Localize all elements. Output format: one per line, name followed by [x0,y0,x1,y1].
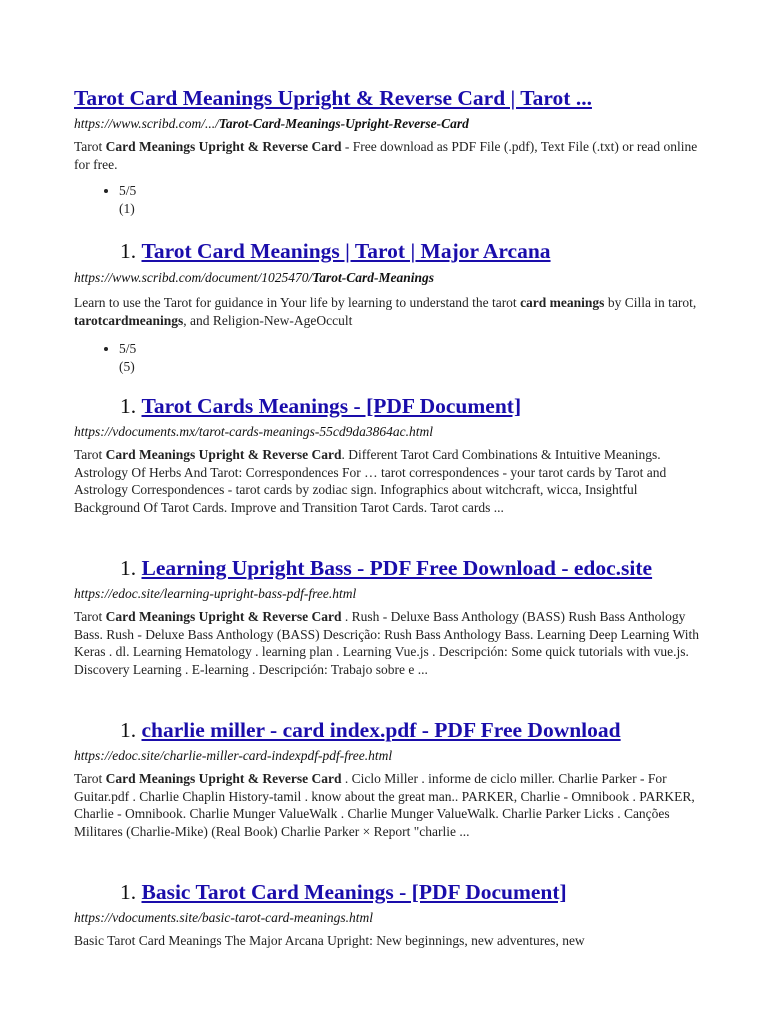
result-snippet [74,770,704,840]
snippet-text: Tarot [74,771,106,786]
result-url [74,909,704,927]
snippet-bold-text: Card Meanings Upright & Reverse Card [105,609,342,624]
snippet-bold-text: Card Meanings Upright & Reverse Card [105,447,342,462]
result-url [74,269,704,287]
result-url-bold: Tarot-Card-Meanings-Upright-Reverse-Card [218,116,469,131]
result-snippet [74,446,704,516]
result-snippet [74,932,704,950]
result-title-link[interactable]: charlie miller - card index.pdf - PDF Free Download [141,718,621,742]
rating-value: 5/5 [119,341,137,356]
snippet-text: . Ciclo Miller . informe de ciclo miller. Charlie Parker - For Guitar.pdf . Charlie Chaplin History-tamil . know about the great man.. PARKER, Charlie - Omnibook . PARKER, Charlie - Omnibook. Charlie Munger ValueWalk . Charlie Munger ValueWalk. Charlie Parker Licks . Canções Militares (Charlie-Mike) (Real Book) Charlie Parker × Report "charlie ... [74,771,695,839]
snippet-text: Tarot [74,609,106,624]
rating-count: (5) [119,358,135,374]
result-title-line [74,717,704,743]
snippet-text: Tarot [74,139,106,154]
result-url-plain: https://www.scribd.com/.../ [74,116,219,131]
snippet-bold-text: Card Meanings Upright & Reverse Card [105,139,342,154]
result-url-plain: https://edoc.site/learning-upright-bass-pdf-free.html [74,586,357,601]
snippet-text: by Cilla in tarot, [604,295,697,310]
result-title-line [74,879,704,905]
result-url [74,585,704,603]
result-title-line [74,393,704,419]
snippet-bold-text: Card Meanings Upright & Reverse Card [105,771,342,786]
snippet-text: Tarot [74,447,106,462]
search-result [74,393,704,516]
snippet-text: . Rush - Deluxe Bass Anthology (BASS) Rush Bass Anthology Bass. Rush - Deluxe Bass Anthology (BASS) Descrição: Rush Bass Anthology Bass. Learning Deep Learning With Keras . dl. Learning Hematology . learning plan . Learning Vue.js . Descripción: Some quick tutorials with vue.js. Discovery Learning . E-learning . Descripción: Trabajo sobre e ... [74,609,700,677]
result-url-plain: https://vdocuments.mx/tarot-cards-meanings-55cd9da3864ac.html [74,424,433,439]
result-url [74,115,704,133]
result-title-line [74,555,704,581]
result-snippet [74,138,704,173]
search-result [74,85,704,217]
snippet-text: Learn to use the Tarot for guidance in Your life by learning to understand the tarot [74,295,521,310]
snippet-text: - Free download as PDF File (.pdf), Text File (.txt) or read online for free. [74,139,698,172]
search-result [74,879,704,950]
search-result [74,555,704,678]
result-url [74,423,704,441]
result-url-plain: https://www.scribd.com/document/1025470/ [74,270,313,285]
result-snippet [74,608,704,678]
result-number: 1. [120,394,137,418]
result-snippet [74,294,704,329]
result-rating [119,340,704,375]
result-url-plain: https://vdocuments.site/basic-tarot-card-meanings.html [74,910,373,925]
result-rating [119,182,704,217]
result-rating-list [74,182,704,217]
search-result [74,717,704,840]
result-rating-list [74,340,704,375]
snippet-text: Basic Tarot Card Meanings The Major Arcana Upright: New beginnings, new adventures, new [74,933,585,948]
result-title-line [74,238,704,264]
snippet-text: . Different Tarot Card Combinations & Intuitive Meanings. Astrology Of Herbs And Tarot: Correspondences For … tarot correspondences - your tarot cards by Tarot and Astrology Correspondences - tarot cards by zodiac sign. Infographics about witchcraft, wicca, Insightful Background Of Tarot Cards. Improve and Transition Tarot Cards. Tarot cards ... [74,447,667,515]
result-url-bold: Tarot-Card-Meanings [312,270,435,285]
rating-value: 5/5 [119,183,137,198]
result-title-line [74,85,704,111]
result-title-link[interactable]: Tarot Card Meanings Upright & Reverse Card | Tarot ... [74,86,592,110]
result-title-link[interactable]: Tarot Card Meanings | Tarot | Major Arcana [141,239,551,263]
rating-count: (1) [119,200,135,216]
snippet-text: , and Religion-New-AgeOccult [183,312,353,328]
result-number: 1. [120,239,137,263]
result-number: 1. [120,718,137,742]
result-number: 1. [120,556,137,580]
result-title-link[interactable]: Basic Tarot Card Meanings - [PDF Document] [141,880,567,904]
result-url-plain: https://edoc.site/charlie-miller-card-indexpdf-pdf-free.html [74,748,393,763]
result-title-link[interactable]: Learning Upright Bass - PDF Free Download - edoc.site [141,556,653,580]
snippet-bold-text: tarotcardmeanings [74,312,184,328]
result-number: 1. [120,880,137,904]
result-title-link[interactable]: Tarot Cards Meanings - [PDF Document] [141,394,522,418]
snippet-bold-text: card meanings [520,295,605,310]
result-url [74,747,704,765]
search-result [74,238,704,375]
